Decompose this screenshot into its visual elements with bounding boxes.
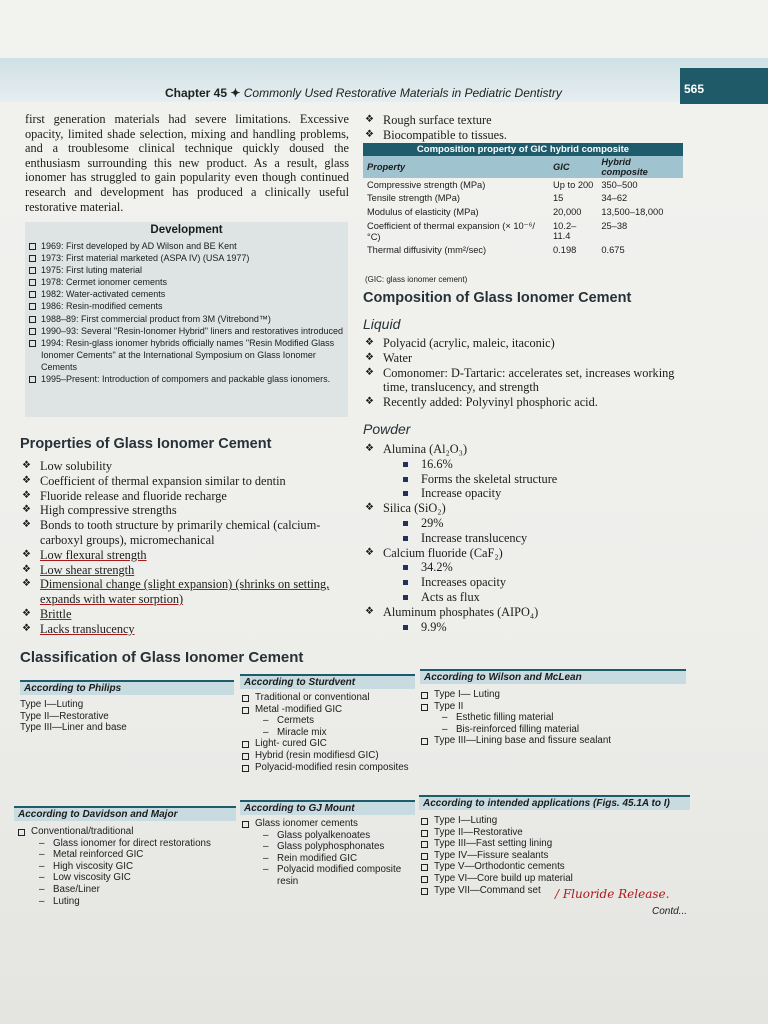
development-box [25, 222, 348, 417]
table-cell: 350–500 [601, 179, 638, 190]
table-header-cell: Hybrid composite [597, 156, 683, 178]
powder-sublist [383, 457, 685, 501]
powder-sublist [383, 516, 685, 546]
powder-item [363, 442, 685, 501]
wilson-subitem: – Esthetic filling material [442, 712, 686, 724]
right-top-list [363, 113, 683, 143]
table-header-cell: GIC [549, 156, 597, 178]
powder-name: Alumina (Al₂O₃) [383, 442, 468, 456]
property-item [20, 607, 350, 622]
powder-subitem: Increase opacity [403, 486, 685, 501]
properties-title: Properties of Glass Ionomer Cement [20, 436, 272, 452]
mount-head: According to GJ Mount [240, 800, 415, 815]
right-top-item: ❖ Biocompatible to tissues. [363, 128, 683, 143]
property-text: Bonds to tooth structure by primarily chemical (calcium-carboxyl groups), micromechanical [40, 518, 321, 547]
table-row [363, 243, 683, 257]
powder-sublist [383, 620, 685, 635]
development-title: Development [150, 224, 223, 236]
davidson-subitem: – Low viscosity GIC [39, 872, 238, 884]
sturdvent-list [242, 692, 417, 773]
property-text: Dimensional change (slight expansion) (shrinks on setting, expands with water sorption) [40, 577, 330, 607]
sturdvent-subitem: – Cermets [263, 715, 417, 727]
sturdvent-text: Hybrid (resin modifiesd GIC) [255, 749, 379, 761]
davidson-head: According to Davidson and Major [14, 806, 236, 821]
wilson-item [421, 701, 686, 736]
liquid-item: ❖ Water [363, 351, 685, 366]
mount-body [242, 818, 417, 888]
development-item: 1986: Resin-modified cements [29, 300, 344, 312]
table-cell: 20,000 [553, 206, 582, 217]
davidson-item: Conventional/traditional – Glass ionomer for direct restorations – Metal reinforced GIC – High viscosity GIC – Low viscosity GIC – Base/Liner – Luting [18, 826, 238, 907]
intended-item: Type IV—Fissure sealants [421, 850, 689, 862]
davidson-subitem: – Glass ionomer for direct restorations [39, 838, 238, 850]
property-item [20, 459, 350, 474]
wilson-head: According to Wilson and McLean [420, 669, 686, 684]
table-cell: Coefficient of thermal expansion (× 10⁻⁶/°C) [367, 220, 535, 242]
mount-sublist [255, 830, 417, 888]
table-cell: 0.198 [553, 245, 577, 256]
powder-name: Aluminum phosphates (AIPO₄) [383, 604, 539, 619]
wilson-item [421, 689, 686, 701]
sturdvent-item [242, 704, 417, 739]
intended-list [421, 815, 689, 896]
powder-block [363, 442, 685, 634]
right-top-block [363, 113, 683, 143]
table-row [363, 192, 683, 206]
wilson-list [421, 689, 686, 747]
development-item: 1994: Resin-glass ionomer hybrids officially names "Resin Modified Glass Ionomer Cements" at the International Symposium on Glass Ionomer Cements [29, 337, 344, 373]
property-item [20, 474, 350, 489]
powder-subitem: 29% [403, 516, 685, 531]
composition-title: Composition of Glass Ionomer Cement [363, 290, 632, 306]
page-number: 565 [680, 68, 768, 104]
wilson-sublist [434, 712, 686, 735]
philips-list [20, 699, 230, 734]
wilson-body [421, 689, 686, 747]
mount-subitem: – Polyacid modified composite resin [263, 864, 417, 887]
sturdvent-sublist [255, 715, 417, 738]
property-item [20, 518, 350, 548]
table-cell: 25–38 [601, 220, 628, 231]
development-item: 1973: First material marketed (ASPA IV) (USA 1977) [29, 252, 344, 264]
property-item [20, 563, 350, 578]
table-cell: 34–62 [601, 193, 628, 204]
property-text: Low shear strength [40, 562, 135, 577]
composition-property-table [363, 143, 683, 257]
sturdvent-body [242, 692, 417, 773]
intended-item: Type VI—Core build up material [421, 873, 689, 885]
development-item: 1975: First luting material [29, 264, 344, 276]
sturdvent-text: Polyacid-modified resin composites [255, 761, 409, 773]
table-cell: Thermal diffusivity (mm²/sec) [367, 245, 487, 256]
powder-sublist [383, 560, 685, 604]
wilson-subitem: – Bis-reinforced filling material [442, 724, 686, 736]
liquid-title: Liquid [363, 316, 401, 332]
powder-title: Powder [363, 421, 411, 437]
liquid-item: ❖ Recently added: Polyvinyl phosphoric acid. [363, 395, 685, 410]
intended-item: Type I—Luting [421, 815, 689, 827]
property-text: Lacks translucency [40, 621, 135, 636]
powder-subitem: Acts as flux [403, 590, 685, 605]
property-text: Fluoride release and fluoride recharge [40, 488, 227, 503]
mount-list [242, 818, 417, 888]
philips-item: Type I—Luting [20, 699, 84, 710]
table-cell: 15 [553, 193, 564, 204]
sturdvent-text: Light- cured GIC [255, 738, 327, 750]
powder-name: Calcium fluoride (CaF₂) [383, 545, 503, 560]
table-caption: Composition property of GIC hybrid composite [363, 143, 683, 156]
table-row [363, 219, 683, 244]
liquid-block [363, 336, 685, 410]
wilson-item [421, 735, 686, 747]
powder-subitem: Increase translucency [403, 531, 685, 546]
table-cell: 0.675 [601, 245, 625, 256]
chapter-label: Chapter 45 [165, 86, 228, 100]
philips-item: Type II—Restorative [20, 710, 109, 722]
davidson-subitem: – Metal reinforced GIC [39, 849, 238, 861]
wilson-text: Type II [434, 700, 464, 712]
sturdvent-item [242, 692, 417, 704]
sturdvent-head: According to Sturdvent [240, 674, 415, 689]
intended-head: According to intended applications (Figs. 45.1A to I) [419, 795, 690, 810]
intro-block [25, 112, 349, 214]
sturdvent-text: Metal -modified GIC [255, 703, 343, 715]
mount-subitem: – Glass polyalkenoates [263, 830, 417, 842]
property-item [20, 503, 350, 518]
philips-head: According to Philips [20, 680, 234, 695]
powder-subitem: Forms the skeletal structure [403, 472, 685, 487]
table-cell: Up to 200 [553, 179, 594, 190]
handwritten-note: / Fluoride Release. [555, 887, 670, 901]
running-header: Chapter 45 ✦ Commonly Used Restorative Materials in Pediatric Dentistry [165, 86, 562, 100]
table-cell: 10.2–11.4 [553, 220, 577, 241]
table-row [363, 178, 683, 192]
davidson-subitem: – High viscosity GIC [39, 861, 238, 873]
right-top-item: ❖ Rough surface texture [363, 113, 683, 128]
property-text: Brittle [40, 606, 72, 621]
table-note: (GIC: glass ionomer cement) [365, 275, 468, 284]
powder-name: Silica (SiO₂) [383, 501, 446, 516]
intended-item: Type VII—Command set [421, 885, 689, 897]
classification-title: Classification of Glass Ionomer Cement [20, 649, 304, 666]
mount-subitem: – Rein modified GIC [263, 853, 417, 865]
sturdvent-item [242, 738, 417, 750]
powder-list [363, 442, 685, 634]
development-list [25, 240, 348, 385]
sturdvent-text: Traditional or conventional [255, 692, 370, 703]
philips-item: Type III—Liner and base [20, 722, 127, 734]
powder-subitem: 9.9% [403, 620, 685, 635]
intro-paragraph: first generation materials had severe limitations. Excessive opacity, limited shade selection, mixing and handling problems, and a troublesome clinical technique quickly doused the enthusiasm surrounding this new product. As a result, glass ionomer has struggled to gain popularity even though continued research and development has produced a clinically useful restorative material. [25, 112, 349, 214]
properties-block [20, 459, 350, 637]
chapter-title: Commonly Used Restorative Materials in Pediatric Dentistry [243, 86, 562, 100]
intended-body [421, 815, 689, 896]
wilson-text: Type I— Luting [434, 689, 500, 700]
philips-body [20, 699, 230, 734]
property-item [20, 548, 350, 563]
property-text: High compressive strengths [40, 503, 177, 518]
table-row [363, 205, 683, 219]
sturdvent-item [242, 750, 417, 762]
mount-item: Glass ionomer cements – Glass polyalkenoates – Glass polyphosphonates – Rein modified GIC – Polyacid modified composite resin [242, 818, 417, 888]
davidson-subitem: – Base/Liner [39, 884, 238, 896]
property-text: Coefficient of thermal expansion similar to dentin [40, 473, 286, 488]
development-item: 1982: Water-activated cements [29, 288, 344, 300]
table-cell: Compressive strength (MPa) [367, 179, 486, 190]
powder-subitem: 16.6% [403, 457, 685, 472]
table-cell: Tensile strength (MPa) [367, 193, 461, 204]
intended-item: Type II—Restorative [421, 827, 689, 839]
davidson-subitem: – Luting [39, 896, 238, 908]
development-item: 1969: First developed by AD Wilson and BE Kent [29, 240, 344, 252]
contd-label: Contd... [652, 906, 688, 917]
davidson-body [18, 826, 238, 907]
powder-item [363, 546, 685, 605]
intended-item: Type III—Fast setting lining [421, 838, 689, 850]
property-item [20, 577, 350, 607]
powder-item [363, 605, 685, 635]
sturdvent-item [242, 762, 417, 774]
properties-list [20, 459, 350, 637]
table-header-cell: Property [363, 156, 549, 178]
powder-item [363, 501, 685, 545]
liquid-list [363, 336, 685, 410]
table-header-row [363, 156, 683, 178]
intended-item: Type V—Orthodontic cements [421, 861, 689, 873]
property-text: Low flexural strength [40, 547, 147, 562]
sturdvent-subitem: – Miracle mix [263, 727, 417, 739]
property-item [20, 622, 350, 637]
table-cell: 13,500–18,000 [601, 206, 664, 217]
powder-subitem: Increases opacity [403, 575, 685, 590]
table-body [363, 178, 683, 257]
property-item [20, 489, 350, 504]
development-item: 1990–93: Several "Resin-Ionomer Hybrid" liners and restoratives introduced [29, 325, 344, 337]
mount-subitem: – Glass polyphosphonates [263, 841, 417, 853]
liquid-item: ❖ Polyacid (acrylic, maleic, itaconic) [363, 336, 685, 351]
development-item: 1978: Cermet ionomer cements [29, 276, 344, 288]
liquid-item: ❖ Comonomer: D-Tartaric: accelerates set, increases working time, translucency, and strength [363, 366, 685, 396]
property-text: Low solubility [40, 459, 113, 473]
davidson-sublist [31, 838, 238, 908]
table-cell: Modulus of elasticity (MPa) [367, 206, 479, 217]
wilson-text: Type III—Lining base and fissure sealant [434, 735, 611, 747]
davidson-list [18, 826, 238, 907]
development-item: 1988–89: First commercial product from 3M (Vitrebond™) [29, 313, 344, 325]
development-item: 1995–Present: Introduction of compomers and packable glass ionomers. [29, 373, 344, 385]
powder-subitem: 34.2% [403, 560, 685, 575]
